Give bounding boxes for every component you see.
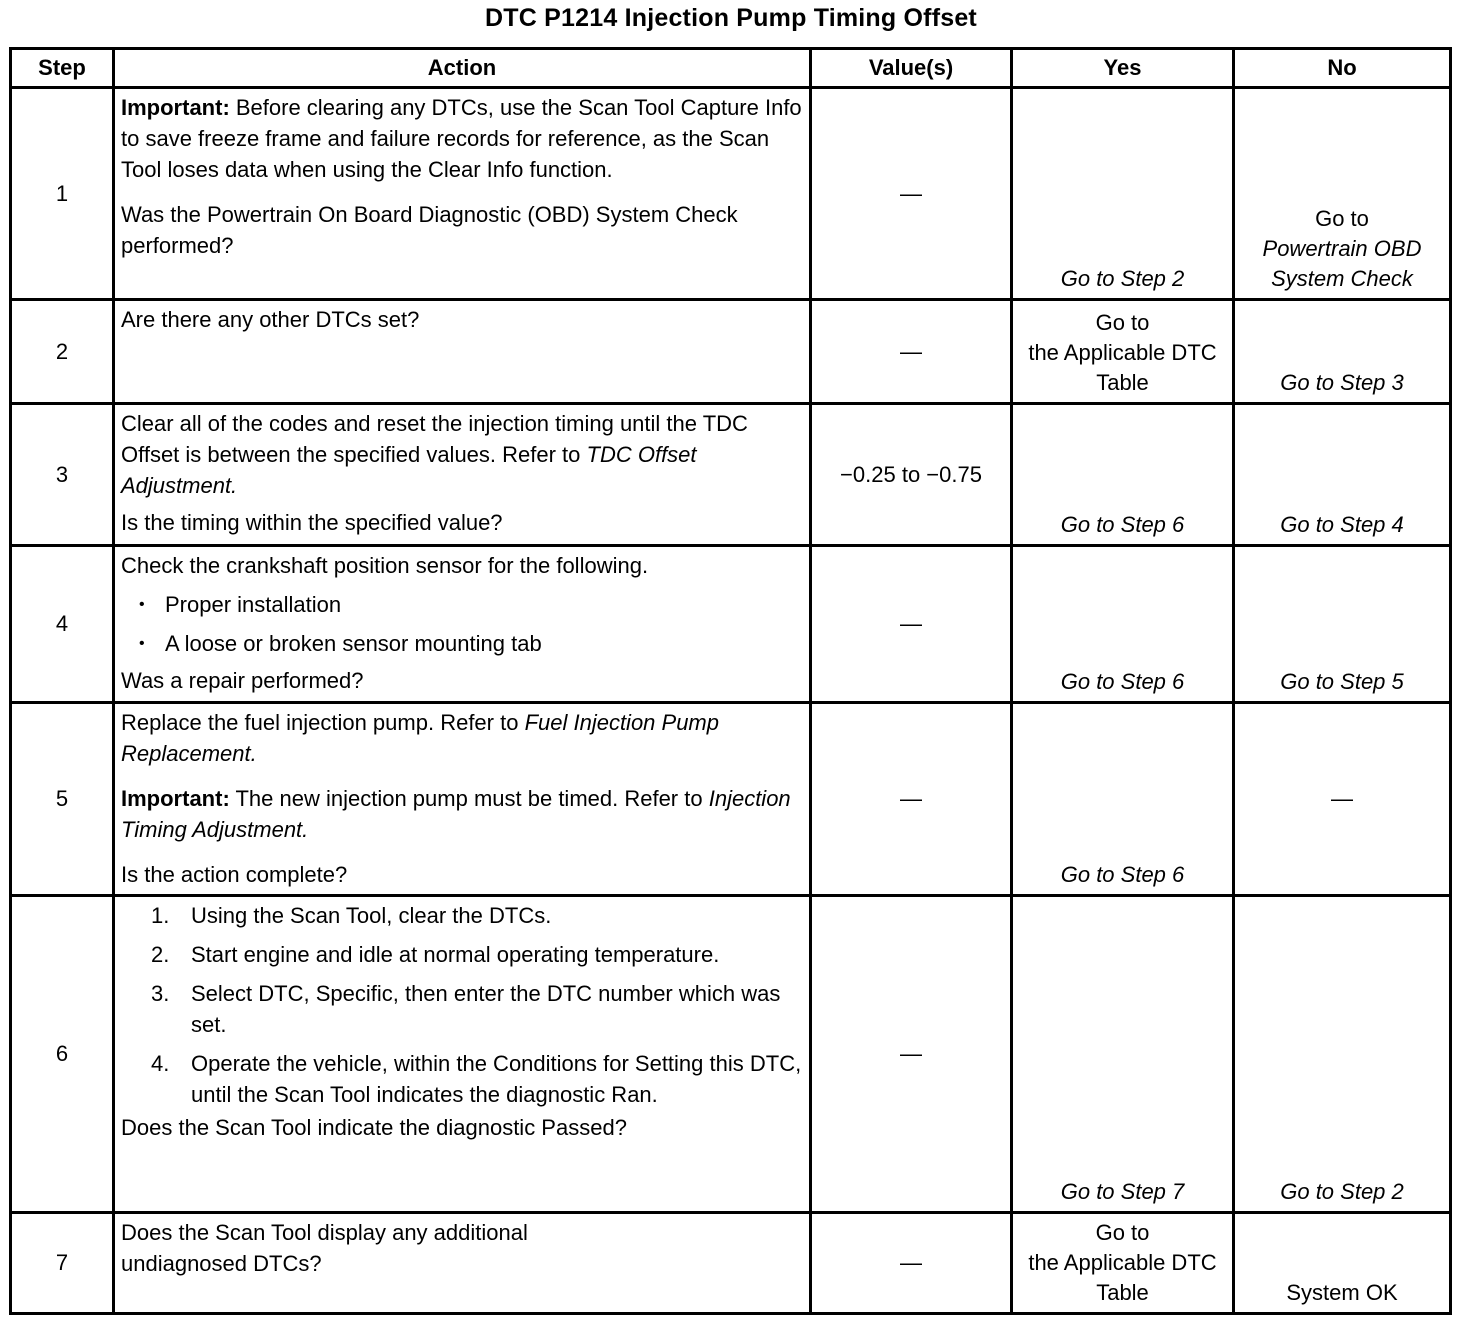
- no-link[interactable]: Go to Step 4: [1280, 512, 1404, 537]
- list-text: Start engine and idle at normal operating temperature.: [191, 942, 720, 967]
- header-no: No: [1234, 49, 1451, 88]
- table-header-row: [11, 49, 1451, 88]
- list-text: Using the Scan Tool, clear the DTCs.: [191, 903, 552, 928]
- list-text: Select DTC, Specific, then enter the DTC number which was set.: [191, 981, 781, 1037]
- no-link[interactable]: Go to Step 2: [1280, 1179, 1404, 1204]
- no-cell: System OK: [1234, 1213, 1451, 1314]
- table-row-step-3: [11, 404, 1451, 546]
- list-number: 2.: [151, 942, 170, 967]
- yes-cell: [1012, 703, 1234, 896]
- table-row-step-5: [11, 703, 1451, 896]
- instruction-text: Check the crankshaft position sensor for the following.: [121, 553, 649, 578]
- yes-cell: [1012, 546, 1234, 703]
- yes-goto-label: Go to: [1095, 1220, 1150, 1245]
- list-item: [151, 978, 803, 1040]
- value-cell: —: [811, 1213, 1012, 1314]
- table-row-step-6: [11, 896, 1451, 1213]
- no-cell: [1234, 546, 1451, 703]
- no-cell: [1234, 300, 1451, 404]
- header-values: Value(s): [811, 49, 1012, 88]
- yes-cell: [1012, 88, 1234, 300]
- action-cell: [114, 1213, 811, 1314]
- step-number: 1: [11, 88, 114, 300]
- list-item: • A loose or broken sensor mounting tab: [165, 624, 803, 663]
- list-item: [151, 1048, 803, 1110]
- list-number: 1.: [151, 903, 170, 928]
- value-cell: —: [811, 703, 1012, 896]
- yes-cell: [1012, 300, 1234, 404]
- no-cell: —: [1234, 703, 1451, 896]
- value-cell: —: [811, 546, 1012, 703]
- yes-link[interactable]: Go to Step 6: [1060, 512, 1185, 537]
- instruction-body: Clear all of the codes and reset the injection timing until the TDC Offset is between the specified values. Refer to: [121, 411, 748, 467]
- list-number: 4.: [151, 1051, 170, 1076]
- diagnostic-table: [9, 47, 1452, 1315]
- action-cell: [114, 300, 811, 404]
- question-text: Is the action complete?: [121, 862, 348, 887]
- step-number: 7: [11, 1213, 114, 1314]
- question-text: Was the Powertrain On Board Diagnostic (OBD) System Check performed?: [121, 202, 738, 258]
- page-title: DTC P1214 Injection Pump Timing Offset: [485, 4, 977, 32]
- numbered-list: [121, 900, 803, 1110]
- question-text: Does the Scan Tool indicate the diagnostic Passed?: [121, 1115, 627, 1140]
- step-number: 4: [11, 546, 114, 703]
- table-row-step-7: [11, 1213, 1451, 1314]
- important-label: Important:: [121, 786, 230, 811]
- yes-link[interactable]: Go to Step 2: [1060, 266, 1185, 291]
- step-number: 5: [11, 703, 114, 896]
- yes-link[interactable]: Go to Step 6: [1060, 862, 1185, 887]
- header-yes: Yes: [1012, 49, 1234, 88]
- instruction-text: [121, 707, 803, 769]
- table-row-step-4: [11, 546, 1451, 703]
- important-label: Important:: [121, 95, 230, 120]
- value-cell: −0.25 to −0.75: [811, 404, 1012, 546]
- no-cell: [1234, 896, 1451, 1213]
- action-cell: [114, 703, 811, 896]
- no-link[interactable]: Go to Step 5: [1280, 669, 1404, 694]
- value-cell: —: [811, 88, 1012, 300]
- header-step: Step: [11, 49, 114, 88]
- question-text: Are there any other DTCs set?: [121, 307, 420, 332]
- yes-link[interactable]: Go to Step 7: [1060, 1179, 1185, 1204]
- question-text: Was a repair performed?: [121, 668, 364, 693]
- yes-link[interactable]: the Applicable DTC Table: [1028, 340, 1217, 395]
- step-number: 3: [11, 404, 114, 546]
- list-item: • Proper installation: [165, 585, 803, 624]
- reference-link[interactable]: Injection Timing Adjustment.: [121, 786, 791, 842]
- yes-cell: [1012, 1213, 1234, 1314]
- important-note: [121, 783, 803, 845]
- reference-link[interactable]: Fuel Injection Pump Replacement.: [121, 710, 719, 766]
- list-item: [151, 939, 803, 970]
- no-link[interactable]: Powertrain OBD System Check: [1262, 236, 1422, 291]
- action-cell: [114, 896, 811, 1213]
- important-text: Before clearing any DTCs, use the Scan Tool Capture Info to save freeze frame and failure records for reference, as the Scan Tool loses data when using the Clear Info function.: [121, 95, 802, 182]
- yes-goto-label: Go to: [1095, 310, 1150, 335]
- no-goto-label: Go to: [1315, 206, 1369, 231]
- action-cell: [114, 546, 811, 703]
- value-cell: —: [811, 896, 1012, 1213]
- important-note: [121, 92, 803, 185]
- no-link[interactable]: Go to Step 3: [1280, 370, 1404, 395]
- yes-cell: [1012, 404, 1234, 546]
- list-number: 3.: [151, 981, 170, 1006]
- yes-link[interactable]: Go to Step 6: [1060, 669, 1185, 694]
- action-cell: [114, 404, 811, 546]
- value-cell: —: [811, 300, 1012, 404]
- instruction-text: [121, 408, 803, 501]
- header-action: Action: [114, 49, 811, 88]
- step-number: 2: [11, 300, 114, 404]
- instruction-body: Replace the fuel injection pump. Refer to: [121, 710, 525, 735]
- step-number: 6: [11, 896, 114, 1213]
- action-cell: [114, 88, 811, 300]
- no-cell: [1234, 88, 1451, 300]
- question-text: Is the timing within the specified value?: [121, 510, 503, 535]
- yes-cell: [1012, 896, 1234, 1213]
- table-row-step-1: [11, 88, 1451, 300]
- list-item: [151, 900, 803, 931]
- question-text: Does the Scan Tool display any additional undiagnosed DTCs?: [121, 1220, 528, 1276]
- table-row-step-2: [11, 300, 1451, 404]
- reference-link[interactable]: TDC Offset Adjustment.: [121, 442, 697, 498]
- important-text: The new injection pump must be timed. Refer to: [229, 786, 709, 811]
- list-text: Operate the vehicle, within the Conditions for Setting this DTC, until the Scan Tool indicates the diagnostic Ran.: [191, 1051, 802, 1107]
- no-cell: [1234, 404, 1451, 546]
- yes-link[interactable]: the Applicable DTC Table: [1028, 1250, 1217, 1305]
- bullet-list: [121, 585, 803, 663]
